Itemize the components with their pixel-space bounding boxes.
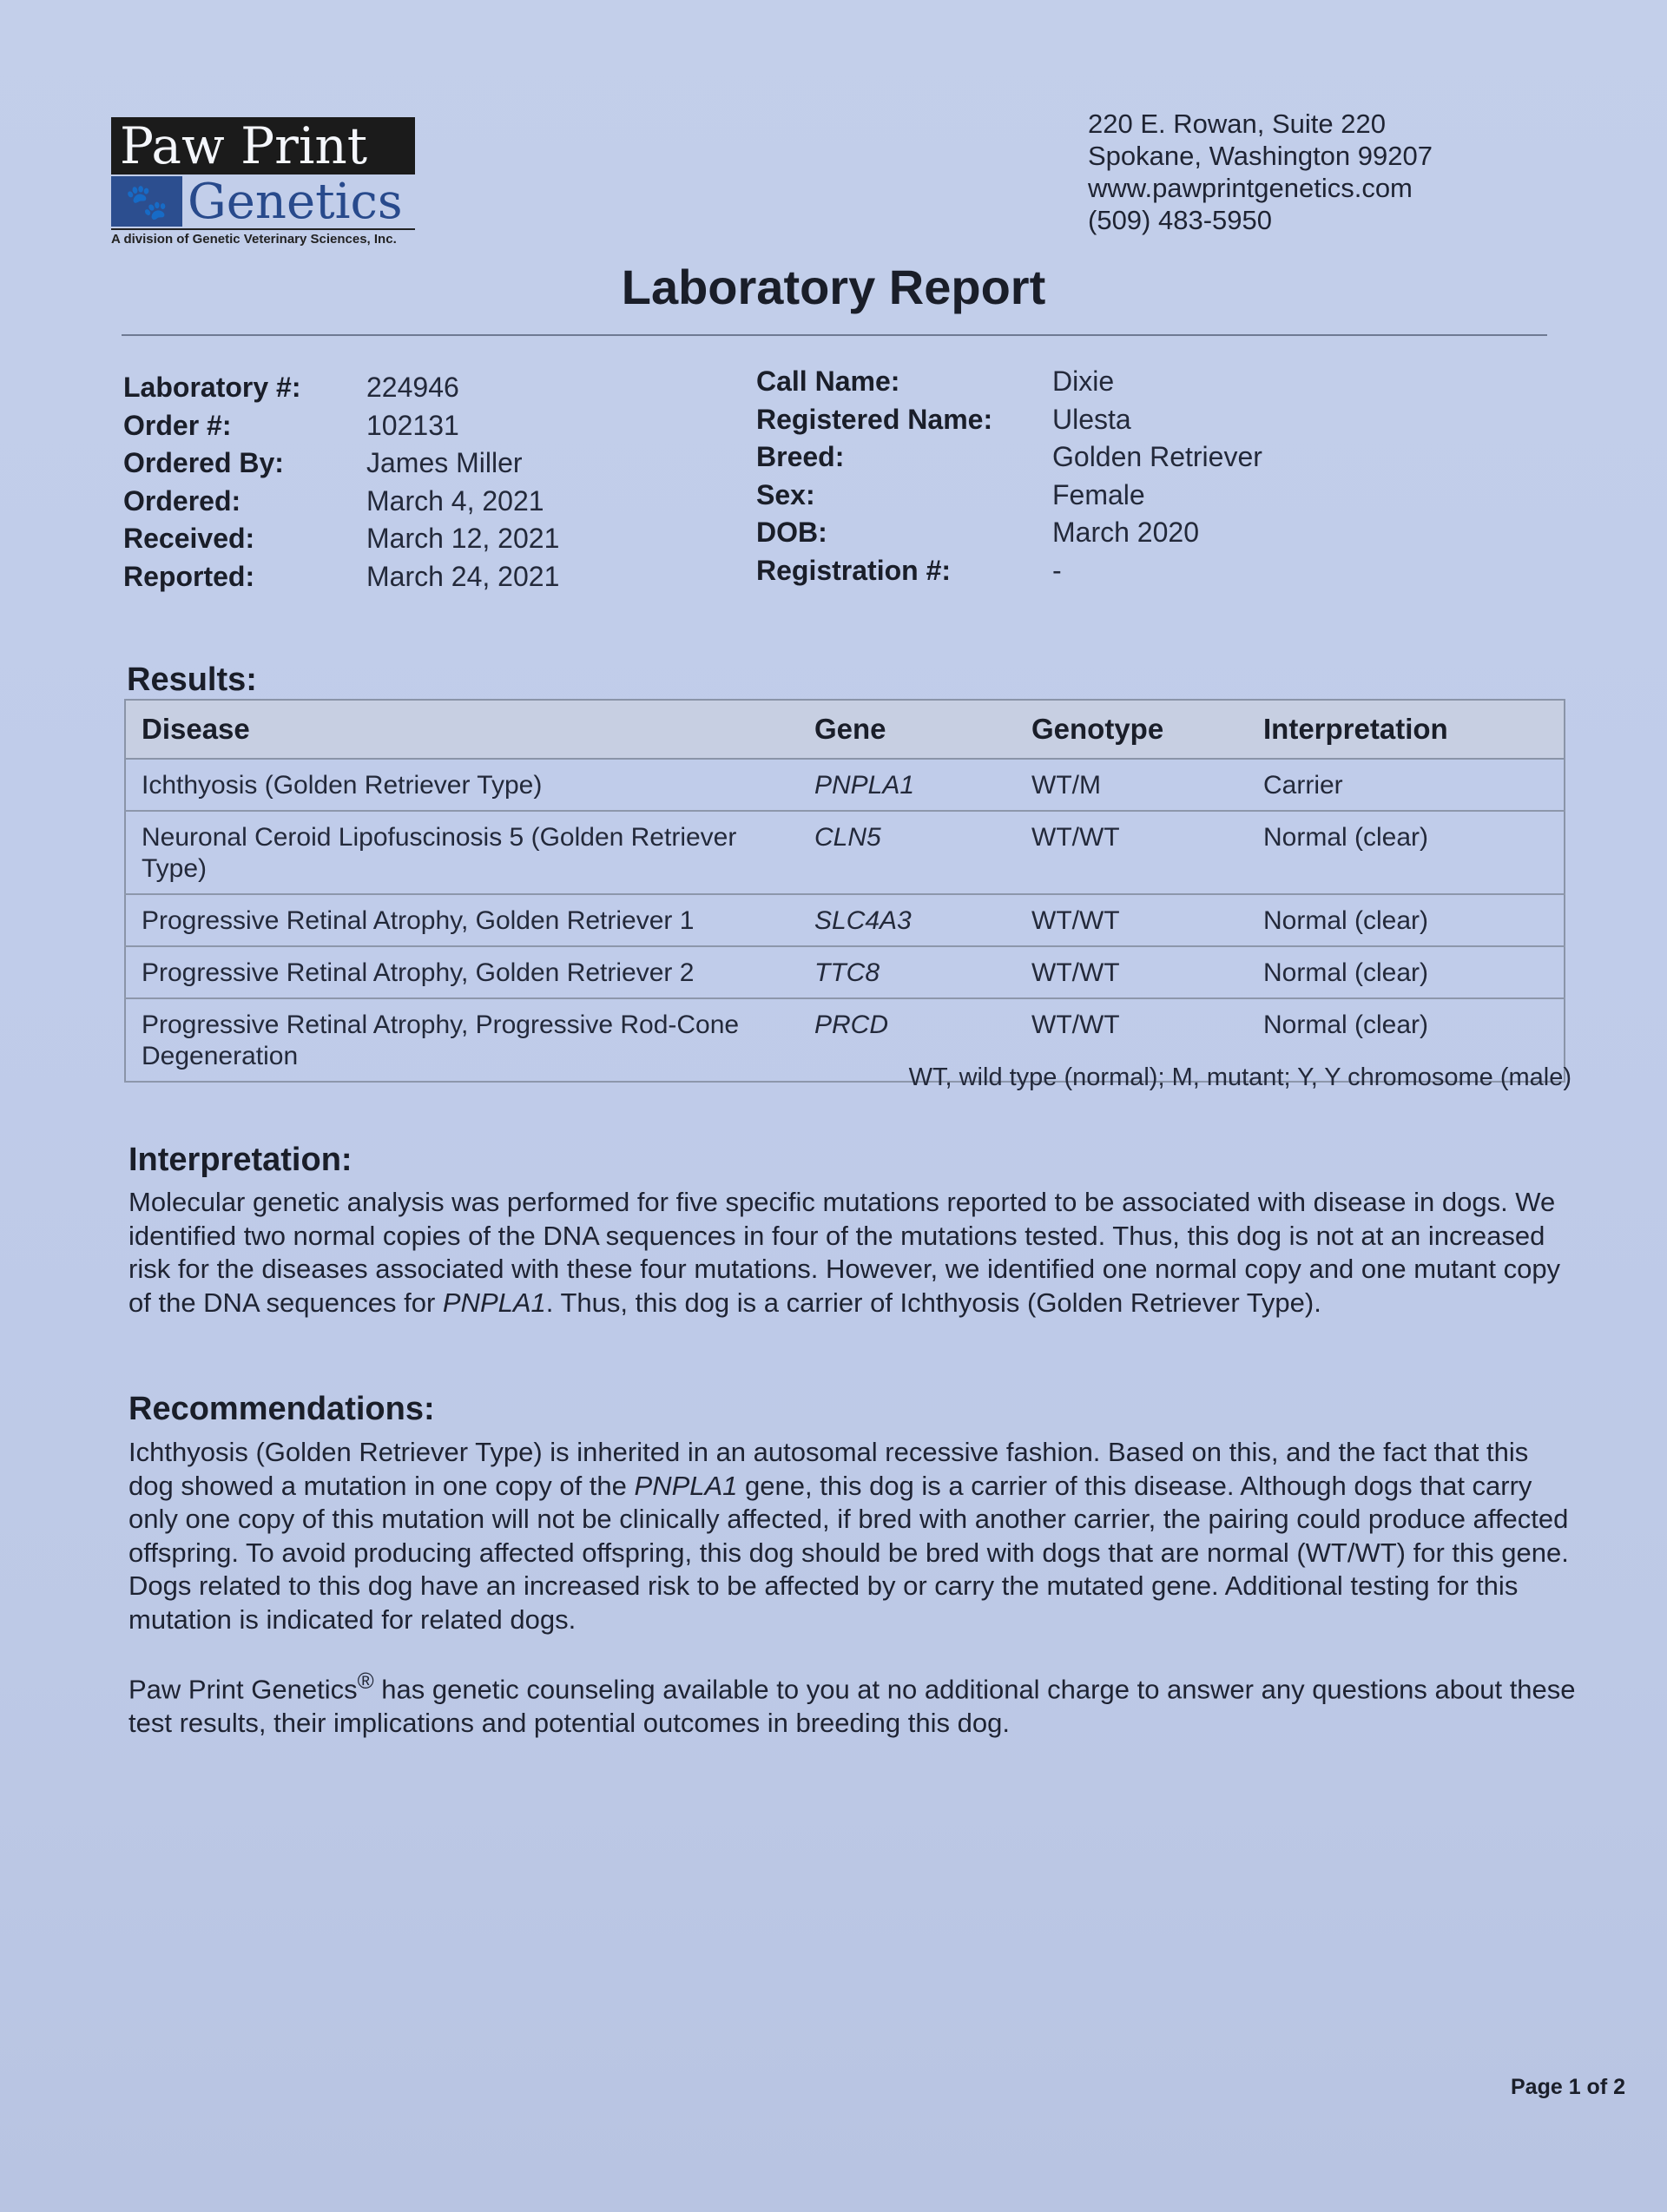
- order-info-row: [123, 407, 559, 445]
- column-header-interpretation: Interpretation: [1248, 700, 1565, 759]
- disease-cell: Progressive Retinal Atrophy, Golden Retriever 1: [125, 894, 799, 946]
- interpretation-cell: Carrier: [1248, 759, 1565, 811]
- dog-info-value: Female: [1052, 478, 1145, 510]
- interpretation-text: [128, 1186, 1578, 1320]
- order-info-label: Ordered By:: [123, 447, 284, 478]
- genotype-cell: WT/M: [1016, 759, 1248, 811]
- interpretation-text-part: . Thus, this dog is a carrier of Ichthyosis (Golden Retriever Type).: [545, 1287, 1321, 1318]
- order-info-row: [123, 483, 559, 521]
- disease-cell: Ichthyosis (Golden Retriever Type): [125, 759, 799, 811]
- genotype-legend: WT, wild type (normal); M, mutant; Y, Y chromosome (male): [908, 1063, 1571, 1091]
- interpretation-gene: PNPLA1: [442, 1287, 546, 1318]
- order-info-row: [123, 520, 559, 558]
- column-header-gene: Gene: [799, 700, 1016, 759]
- page-number: Page 1 of 2: [1511, 2075, 1625, 2099]
- interpretation-cell: Normal (clear): [1248, 998, 1565, 1082]
- dog-info-value: Golden Retriever: [1052, 441, 1262, 472]
- dog-info-label: Call Name:: [756, 365, 900, 397]
- dog-info-row: [756, 552, 1262, 590]
- gene-cell: TTC8: [799, 946, 1016, 998]
- dog-info-row: [756, 514, 1262, 552]
- paw-icon: 🐾: [111, 176, 182, 227]
- genotype-cell: WT/WT: [1016, 998, 1248, 1082]
- interpretation-cell: Normal (clear): [1248, 811, 1565, 894]
- address-city: Spokane, Washington 99207: [1088, 141, 1433, 171]
- order-info-value: 224946: [366, 372, 459, 403]
- logo-subtitle: A division of Genetic Veterinary Sciences, Inc.: [111, 228, 415, 247]
- table-row: [125, 946, 1565, 998]
- logo-line-2: Genetics: [188, 173, 403, 230]
- results-heading: Results:: [127, 662, 257, 698]
- dog-info-label: Sex:: [756, 478, 815, 510]
- recommendations-text: [128, 1436, 1578, 1636]
- dog-info-label: Breed:: [756, 441, 845, 472]
- order-info-value: March 4, 2021: [366, 484, 544, 517]
- dog-info: [756, 363, 1262, 589]
- order-info-value: 102131: [366, 409, 459, 441]
- disease-cell: Neuronal Ceroid Lipofuscinosis 5 (Golden Retriever Type): [125, 811, 799, 894]
- counseling-text-part: has genetic counseling available to you at no additional charge to answer any questions about these test results, their implications and potential outcomes in breeding this dog.: [128, 1674, 1576, 1738]
- dog-info-row: [756, 363, 1262, 401]
- recommendations-text-part: gene, this dog is a carrier of this disease. Although dogs that carry only one copy of this mutation will not be clinically affected, if bred with another carrier, the pairing could produce affected offspring. To avoid producing affected offspring, this dog should be bred with dogs that are normal (WT/WT) for this gene. Dogs related to this dog have an increased risk to be affected by or carry the mutated gene. Additional testing for this mutation is indicated for related dogs.: [128, 1470, 1569, 1635]
- dog-info-label: Registered Name:: [756, 403, 993, 435]
- company-address: [1088, 108, 1433, 236]
- gene-cell: PRCD: [799, 998, 1016, 1082]
- order-info-label: Ordered:: [123, 484, 241, 517]
- dog-info-value: -: [1052, 554, 1062, 586]
- order-info-value: March 12, 2021: [366, 523, 560, 554]
- order-info-label: Received:: [123, 523, 255, 554]
- dog-info-value: March 2020: [1052, 517, 1199, 548]
- recommendations-heading: Recommendations:: [128, 1391, 435, 1427]
- results-table: [124, 699, 1565, 1083]
- order-info-label: Reported:: [123, 560, 255, 592]
- table-row: [125, 811, 1565, 894]
- company-logo: [111, 117, 415, 247]
- order-info: [123, 369, 559, 596]
- page-title: Laboratory Report: [621, 260, 1046, 314]
- genotype-cell: WT/WT: [1016, 894, 1248, 946]
- genotype-cell: WT/WT: [1016, 811, 1248, 894]
- interpretation-text-part: Molecular genetic analysis was performed for five specific mutations reported to be associated with disease in dogs. We identified two normal copies of the DNA sequences in four of the mutations tested. Thus, this dog is not at an increased risk for the diseases associated with these four mutations. However, we identified one normal copy and one mutant copy of the DNA sequences for: [128, 1187, 1561, 1318]
- dog-info-row: [756, 477, 1262, 515]
- dog-info-row: [756, 401, 1262, 439]
- gene-cell: SLC4A3: [799, 894, 1016, 946]
- order-info-label: Laboratory #:: [123, 372, 301, 403]
- table-row: [125, 894, 1565, 946]
- address-phone: (509) 483-5950: [1088, 205, 1272, 235]
- interpretation-cell: Normal (clear): [1248, 946, 1565, 998]
- recommendations-gene: PNPLA1: [634, 1470, 738, 1501]
- address-website[interactable]: www.pawprintgenetics.com: [1088, 173, 1413, 203]
- title-divider: [122, 334, 1547, 336]
- interpretation-heading: Interpretation:: [128, 1142, 353, 1178]
- dog-info-value: Ulesta: [1052, 403, 1131, 435]
- order-info-value: James Miller: [366, 447, 523, 478]
- dog-info-label: Registration #:: [756, 554, 952, 586]
- table-row: [125, 759, 1565, 811]
- logo-line-1: Paw Print: [111, 117, 415, 174]
- interpretation-cell: Normal (clear): [1248, 894, 1565, 946]
- order-info-row: [123, 558, 559, 596]
- column-header-disease: Disease: [125, 700, 799, 759]
- registered-mark: ®: [357, 1669, 374, 1694]
- column-header-genotype: Genotype: [1016, 700, 1248, 759]
- genotype-cell: WT/WT: [1016, 946, 1248, 998]
- disease-cell: Progressive Retinal Atrophy, Golden Retriever 2: [125, 946, 799, 998]
- order-info-label: Order #:: [123, 409, 232, 441]
- address-street: 220 E. Rowan, Suite 220: [1088, 109, 1386, 139]
- gene-cell: CLN5: [799, 811, 1016, 894]
- dog-info-row: [756, 438, 1262, 477]
- dog-info-label: DOB:: [756, 517, 827, 548]
- order-info-row: [123, 444, 559, 483]
- brand-name: Paw Print Genetics: [128, 1674, 358, 1705]
- gene-cell: PNPLA1: [799, 759, 1016, 811]
- counseling-text: [128, 1665, 1578, 1740]
- order-info-value: March 24, 2021: [366, 560, 560, 592]
- dog-info-value: Dixie: [1052, 365, 1115, 397]
- table-header-row: [125, 700, 1565, 759]
- recommendations-text-part: Ichthyosis (Golden Retriever Type) is inherited in an autosomal recessive fashion. Based on this, and the fact that this dog showed a mutation in one copy of the: [128, 1437, 1529, 1501]
- order-info-row: [123, 369, 559, 407]
- disease-cell: Progressive Retinal Atrophy, Progressive Rod-Cone Degeneration: [125, 998, 799, 1082]
